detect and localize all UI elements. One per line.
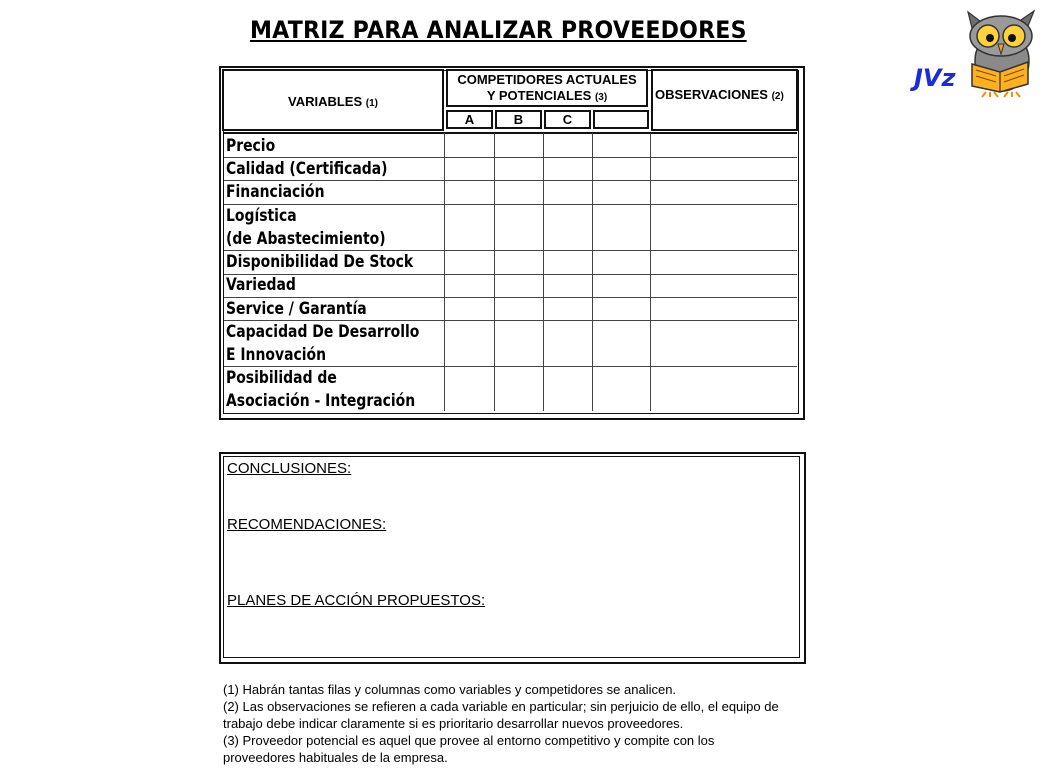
footnote-2: (2) Las observaciones se refieren a cada variable en particular; sin perjuicio de ello, el equipo de trabajo debe indicar claramente si es prioritario desarrollar nuevos proveedores.: [223, 699, 779, 731]
conclusions-box-inner: [223, 456, 800, 658]
variable-label-line2: Asociación - Integración: [226, 391, 416, 411]
variable-label: Service / Garantía: [226, 299, 367, 319]
recommendations-label: RECOMENDACIONES:: [227, 516, 387, 533]
variable-label: Posibilidad de: [226, 368, 337, 388]
footnotes: [223, 681, 783, 766]
row-divider: [224, 274, 797, 275]
grid-line: [650, 133, 651, 411]
page-title: MATRIZ PARA ANALIZAR PROVEEDORES: [250, 16, 747, 44]
variable-row: [226, 321, 419, 367]
competitor-column-a: A: [446, 110, 493, 129]
variable-row: [226, 205, 386, 251]
footnote-1: (1) Habrán tantas filas y columnas como variables y competidores se analicen.: [223, 682, 677, 697]
competitor-column-c: C: [544, 110, 591, 129]
header-divider: [224, 132, 797, 134]
variable-label: Variedad: [226, 275, 296, 295]
observations-header: OBSERVACIONES (2): [655, 87, 784, 102]
variable-label: Logística: [226, 206, 297, 226]
variable-row: [226, 251, 413, 274]
grid-line: [494, 133, 495, 411]
variable-row: [226, 158, 388, 181]
grid-line: [592, 133, 593, 411]
variable-row: [226, 274, 296, 297]
variable-row: [226, 181, 325, 204]
footnote-3: (3) Proveedor potencial es aquel que provee al entorno competitivo y compite con los proveedores habituales de la empresa.: [223, 733, 715, 765]
action-plans-label: PLANES DE ACCIÓN PROPUESTOS:: [227, 592, 486, 609]
variable-row: [226, 298, 367, 321]
variable-row: [226, 367, 415, 413]
variable-label: Precio: [226, 136, 276, 156]
variable-row: [226, 135, 275, 158]
competitor-column-extra: [593, 110, 649, 129]
variable-label: Calidad (Certificada): [226, 159, 388, 179]
variable-label: Capacidad De Desarrollo: [226, 322, 420, 342]
grid-line: [444, 133, 445, 411]
conclusions-label: CONCLUSIONES:: [227, 460, 352, 477]
logo-text: JVz: [914, 64, 956, 92]
variable-label: Financiación: [226, 182, 325, 202]
competitors-header: COMPETIDORES ACTUALES Y POTENCIALES (3): [457, 72, 637, 103]
variables-header: VARIABLES (1): [287, 94, 378, 109]
variable-label-line2: (de Abastecimiento): [226, 229, 386, 249]
variable-label-line2: E Innovación: [226, 345, 327, 365]
competitor-column-b: B: [495, 110, 542, 129]
grid-line: [543, 133, 544, 411]
variable-label: Disponibilidad De Stock: [226, 252, 414, 272]
